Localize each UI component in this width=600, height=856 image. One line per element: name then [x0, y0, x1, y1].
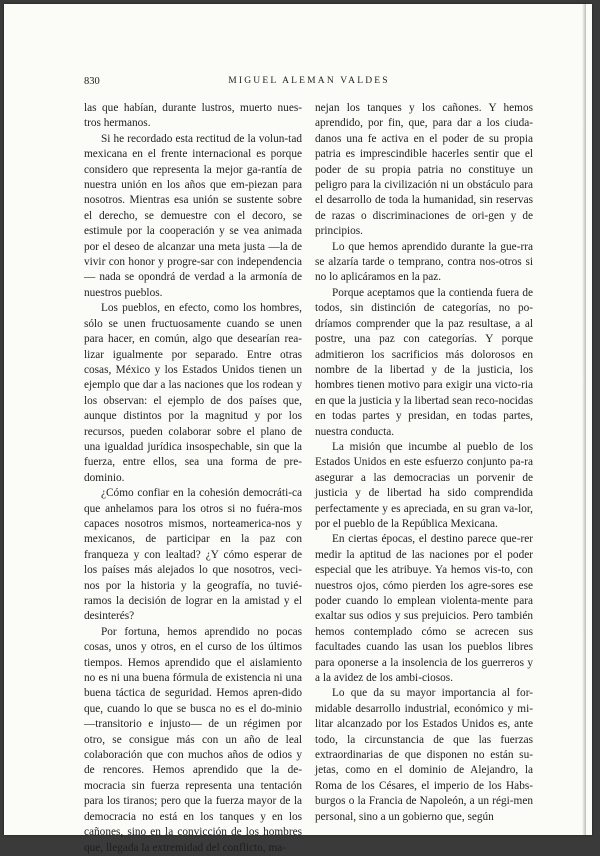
paragraph: Lo que hemos aprendido durante la gue-rra se alzaría tarde o temprano, contra nos-otros si no lo aplicáramos en la paz. — [315, 240, 533, 284]
paragraph: nejan los tanques y los cañones. Y hemos aprendido, por fin, que, para dar a los ciuda-danos una fe activa en el poder de su propia patria es imprescindible hacerles sentir que el poder de su propia patria no constituye un peligro para la civilización ni un obstáculo para el desarrollo de toda la humanidad, sin reservas de razas o discriminaciones de ori-gen y de principios. — [315, 102, 533, 238]
paragraph: Los pueblos, en efecto, como los hombres, sólo se unen fructuosamente cuando se unen para hacer, en común, algo que desearían rea-lizar igualmente por separado. Entre otras cosas, México y los Estados Unidos tienen un ejemplo que dar a las naciones que los rodean y los observan: el ejemplo de dos países que, aunque distintos por la magnitud y por los recursos, pueden colaborar sobre el plano de una igualdad jurídica insospechable, sin que la fuerza, entre ellos, sea una forma de pre-dominio. — [84, 302, 302, 484]
running-title: MIGUEL ALEMAN VALDES — [228, 76, 390, 86]
paragraph: Si he recordado esta rectitud de la volun-tad mexicana en el frente internacional es porque considero que representa la mejor ga-rantía de nuestra unión en los años que em-piezan para nosotros. Mientras esa unión se sustente sobre el derecho, se demuestre con el decoro, se estimule por la cooperación y se vea animada por el deseo de alcanzar una meta justa —la de vivir con honor y progre-sar con independencia— nada se opondrá de verdad a la armonía de nuestros pueblos. — [84, 132, 302, 299]
page-number: 830 — [84, 76, 100, 87]
paragraph: Porque aceptamos que la contienda fuera de todos, sin distinción de categorías, no po-dríamos comprender que la paz resultase, a al postre, una paz con categorías. Y porque admitieron los sacrificios más dolorosos en nombre de la libertad y de la justicia, los hombres tienen motivo para exigir una victo-ria en que la justicia y la libertad sean reco-nocidas en todas partes y presidan, en todas partes, nuestra conducta. — [315, 286, 533, 438]
book-page — [4, 4, 592, 854]
paragraph: En ciertas épocas, el destino parece que-rer medir la aptitud de las naciones por el poder especial que les atribuye. Ya hemos vis-to, con nuestros ojos, cómo pierden los agre-sores ese poder cuando lo emplean violenta-mente para exaltar sus odios y sus prejuicios. Pero también hemos contemplado cómo se acrecen sus facultades cuando las usan los pueblos libres para oponerse a la insolencia de los guerreros y a la avidez de los ambi-ciosos. — [315, 533, 533, 685]
paragraph: Lo que da su mayor importancia al for-midable desarrollo industrial, económico y mi-litar alcanzado por los Estados Unidos es, ante todo, la circunstancia de que las fuerzas extraordinarias de que disponen no están su-jetas, como en el dominio de Alejandro, la Roma de los Césares, el imperio de los Habs-burgos o la Francia de Napoleón, a un régi-men personal, sino a un gobierno que, según — [315, 687, 533, 823]
page-header — [84, 76, 534, 92]
paragraph: las que habían, durante lustros, muerto nues-tros hermanos. — [84, 102, 302, 130]
paragraph: ¿Cómo confiar en la cohesión democráti-ca que anhelamos para los otros si no fuéra-mos capaces nosotros mismos, norteamerica-nos y mexicanos, de participar en la paz con franqueza y con lealtad? ¿Y cómo esperar de los países más alejados lo que nosotros, veci-nos por la historia y la geografía, no tuvié-ramos la decisión de lograr en la amistad y el desinterés? — [84, 487, 302, 623]
left-column — [84, 101, 302, 856]
paragraph: La misión que incumbe al pueblo de los Estados Unidos en este esfuerzo conjunto pa-ra asegurar a las democracias un porvenir de justicia y de libertad ha sido comprendida perfectamente y es apreciada, en su gran va-lor, por el pueblo de la República Mexicana. — [315, 440, 533, 530]
right-column — [315, 101, 533, 825]
paragraph: Por fortuna, hemos aprendido no pocas cosas, unos y otros, en el curso de los últimos tiempos. Hemos aprendido que el aislamiento no es ni una buena fórmula de existencia ni una buena táctica de seguridad. Hemos apren-dido que, cuando lo que se busca no es el do-minio —transitorio e injusto— de un régimen por otro, se consigue más con un año de leal colaboración que con muchos años de odios y de rencores. Hemos aprendido que la de-mocracia sin fuerza representa una tentación para los tiranos; pero que la fuerza mayor de la democracia no está en los tanques y en los cañones, sino en la convicción de los hombres que, llegada la extremidad del conflicto, ma- — [84, 625, 302, 854]
